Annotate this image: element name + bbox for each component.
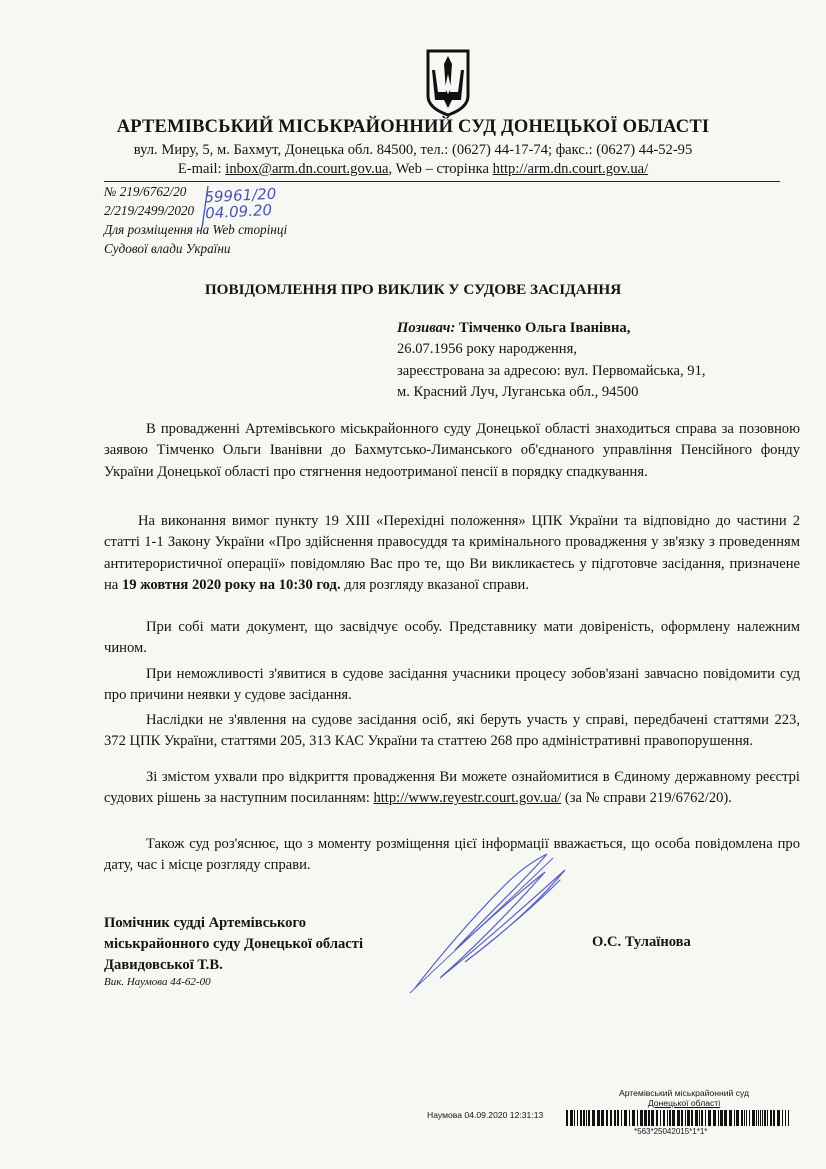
addressee-address: зареєстрована за адресою: вул. Первомайська, 91, [397,362,706,379]
addressee-name: Тімченко Ольга Іванівна, [455,320,631,336]
trident-emblem-icon [424,48,472,118]
addressee-line1 [397,318,706,339]
addressee-block [397,318,706,403]
barcode [566,1110,792,1126]
handwritten-registration [204,183,336,230]
paragraph-consequences: Наслідки не з'явлення на судове засідання осіб, які беруть участь у справі, передбачені статтями 223, 372 ЦПК України, статтями 205, 313 КАС України та статтею 268 про адміністративні правопорушення. [104,712,800,750]
handwritten-date: 04.09.20 [204,200,273,223]
paragraph-summons: На виконання вимог пункту 19 ХІІІ «Перехідні положення» ЦПК України та відповідно до частини 2 статті 1-1 Закону України «Про здійснення правосуддя та кримінального провадження у зв'язку з проведенням антитерористичної операції» повідомляю Вас про те, що Ви викликаєтесь у підготовче засідання, призначене на 19 жовтня 2020 року на 10:30 год. для розгляду вказаної справи. [104,513,800,593]
stamp-court-line2: Донецької області [647,1098,721,1108]
document-title: ПОВІДОМЛЕННЯ ПРО ВИКЛИК У СУДОВЕ ЗАСІДАННЯ [204,281,622,298]
paragraph-absence: При неможливості з'явитися в судове засідання учасники процесу зобов'язані завчасно повідомити суд про причини неявки у судове засідання. [104,666,800,704]
web-label: , Web – сторінка [388,161,493,177]
placement-note-line1: Для розміщення на Web сторінці [104,222,288,237]
hearing-date: 19 жовтня 2020 року на 10:30 год. [121,576,341,593]
email-label: E-mail: [177,161,226,177]
registry-link[interactable]: http://www.reyestr.court.gov.ua/ [373,790,562,807]
signatory-line2: міськрайонного суду Донецької області [104,936,364,952]
stamp-user-time: Наумова 04.09.2020 12:31:13 [427,1110,544,1120]
addressee-role: Позивач: [397,320,456,336]
addressee-birth: 26.07.1956 року народження, [397,341,577,358]
executor-note: Вик. Наумова 44-62-00 [104,976,211,988]
signatory-line1: Помічник судді Артемівського [104,915,307,931]
paragraph-notice: Також суд роз'яснює, що з моменту розміщення цієї інформації вважається, що особа повідомлена про дату, час і місце розгляду справи. [104,836,800,874]
paragraph-case: В провадженні Артемівського міськрайонного суду Донецької області знаходиться справа за позовною заявою Тімченко Ольги Іванівни до Бахмутсько-Лиманського об'єднаного управління Пенсійного фонду України Донецької області про стягнення недоотриманої пенсії в порядку спадкування. [104,421,800,480]
court-contact [0,161,826,178]
paragraph-registry: Зі змістом ухвали про відкриття провадження Ви можете ознайомитися в Єдиному державному реєстрі судових рішень за наступним посиланням: http://www.reyestr.court.gov.ua/ (за № справи 219/6762/20). [104,769,800,807]
header-divider [104,181,780,182]
addressee-city: м. Красний Луч, Луганська обл., 94500 [397,383,639,400]
court-name: АРТЕМІВСЬКИЙ МІСЬКРАЙОННИЙ СУД ДОНЕЦЬКОЇ ОБЛАСТІ [116,117,710,137]
signatory-block [104,913,363,976]
proceeding-number: 2/219/2499/2020 [104,203,195,218]
paragraph-documents: При собі мати документ, що засвідчує особу. Представнику мати довіреність, оформлену належним чином. [104,619,800,657]
handwritten-signature [395,850,575,995]
signatory-line3: Давидовської Т.В. [104,957,223,973]
stamp-court [604,1088,764,1108]
court-address: вул. Миру, 5, м. Бахмут, Донецька обл. 84500, тел.: (0627) 44-17-74; факс.: (0627) 44-52-95 [133,142,693,158]
web-link[interactable]: http://arm.dn.court.gov.ua/ [492,161,649,177]
email-link[interactable]: inbox@arm.dn.court.gov.ua [225,161,389,177]
barcode-text: *563*25042015*1*1* [634,1127,708,1136]
handwritten-number: 59961/20 [203,184,277,207]
signatory-name: О.С. Тулаїнова [592,934,691,950]
handwritten-slash [200,184,210,230]
placement-note-line2: Судової влади України [104,241,231,256]
stamp-court-line1: Артемівський міськрайонний суд [618,1088,750,1098]
case-number: № 219/6762/20 [104,184,187,199]
